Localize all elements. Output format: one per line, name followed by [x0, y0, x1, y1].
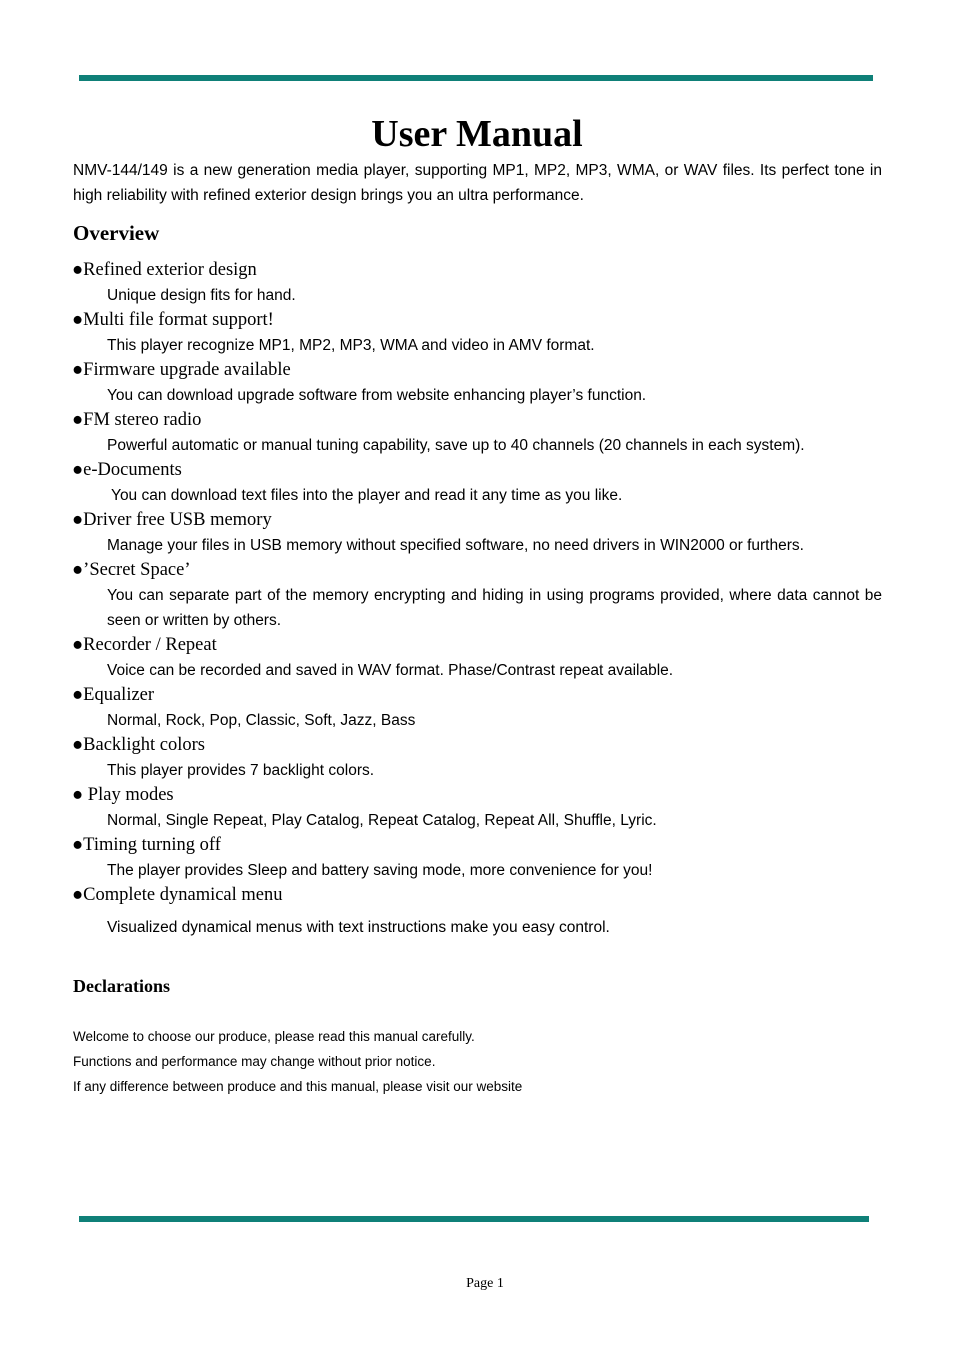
overview-heading: Overview [73, 221, 160, 245]
top-divider [79, 75, 873, 81]
feature-title: ●Backlight colors [72, 735, 205, 755]
feature-title: ●e-Documents [72, 460, 182, 480]
feature-title: ●Multi file format support! [72, 310, 274, 330]
feature-description: This player provides 7 backlight colors. [107, 762, 375, 779]
feature-title: ●Driver free USB memory [72, 510, 272, 530]
feature-title: ● Play modes [72, 785, 174, 805]
feature-description: Visualized dynamical menus with text instructions make you easy control. [107, 919, 610, 936]
page-number: Page 1 [466, 1276, 504, 1291]
feature-description: Normal, Rock, Pop, Classic, Soft, Jazz, Bass [107, 712, 416, 729]
feature-description: Voice can be recorded and saved in WAV format. Phase/Contrast repeat available. [107, 662, 674, 679]
feature-title: ●’Secret Space’ [72, 560, 191, 580]
feature-description: The player provides Sleep and battery saving mode, more convenience for you! [107, 862, 653, 879]
feature-description: Normal, Single Repeat, Play Catalog, Repeat Catalog, Repeat All, Shuffle, Lyric. [107, 812, 657, 829]
feature-title: ●Complete dynamical menu [72, 885, 283, 905]
bottom-divider [79, 1216, 869, 1222]
declaration-line: Welcome to choose our produce, please read this manual carefully. [73, 1029, 475, 1044]
declarations-heading: Declarations [73, 976, 170, 996]
feature-title: ●Firmware upgrade available [72, 360, 291, 380]
feature-description: Unique design fits for hand. [107, 287, 296, 304]
feature-title: ●Recorder / Repeat [72, 635, 217, 655]
feature-description: You can download text files into the player and read it any time as you like. [107, 487, 623, 504]
feature-description: Manage your files in USB memory without specified software, no need drivers in WIN2000 or furthers. [107, 537, 804, 554]
feature-title: ●Equalizer [72, 685, 155, 705]
declaration-line: Functions and performance may change without prior notice. [73, 1054, 436, 1069]
feature-description: This player recognize MP1, MP2, MP3, WMA and video in AMV format. [107, 337, 595, 354]
feature-description: Powerful automatic or manual tuning capability, save up to 40 channels (20 channels in each system). [107, 437, 805, 454]
declaration-line: If any difference between produce and this manual, please visit our website [73, 1079, 523, 1094]
page-title: User Manual [371, 113, 583, 156]
feature-title: ●Timing turning off [72, 835, 221, 855]
intro-paragraph: NMV-144/149 is a new generation media player, supporting MP1, MP2, MP3, WMA, or WAV files. Its perfect tone in high reliability with refined exterior design brings you an ultra performance. [73, 162, 882, 204]
feature-title: ●Refined exterior design [72, 260, 257, 280]
feature-title: ●FM stereo radio [72, 410, 202, 430]
feature-description: You can download upgrade software from website enhancing player’s function. [107, 387, 647, 404]
feature-description: You can separate part of the memory encrypting and hiding in using programs provided, where data cannot be seen or written by others. [107, 587, 882, 629]
